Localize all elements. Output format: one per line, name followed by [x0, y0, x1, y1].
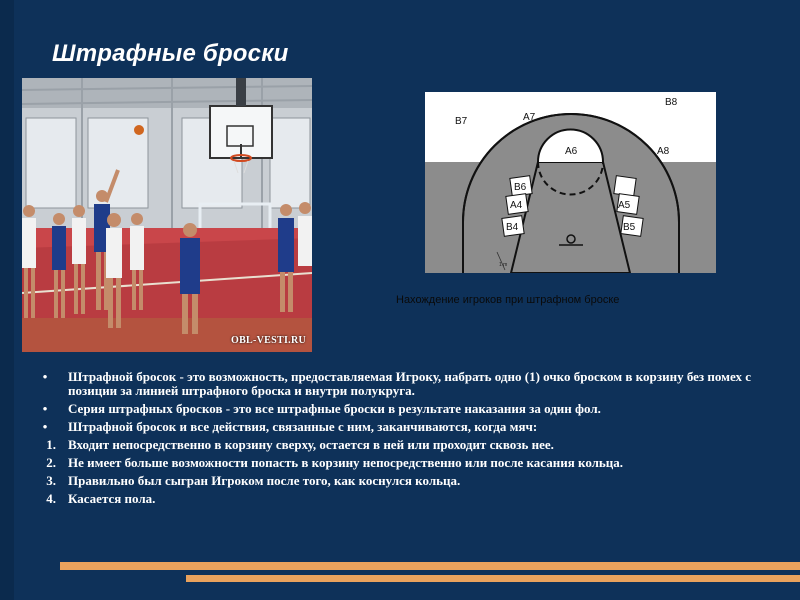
- bullet-marker: •: [42, 401, 48, 416]
- numbered-item-text: Касается пола.: [68, 491, 156, 506]
- label-b7: B7: [455, 116, 468, 127]
- label-b8: B8: [665, 97, 678, 108]
- rule-text: Штрафной бросок - это возможность, предоставляемая Игроку, набрать одно (1) очко броском в корзину без помех с позиции за линией штрафного броска и внутри полукруга.: [68, 369, 752, 398]
- free-throw-photo: [22, 78, 312, 352]
- diagram-caption: Нахождение игроков при штрафном броске: [396, 294, 620, 306]
- rule-bullet-definition: [28, 370, 772, 398]
- label-a7: A7: [523, 112, 536, 123]
- numbered-item: [28, 456, 772, 470]
- number-marker: 1.: [46, 437, 56, 452]
- numbered-item-text: Входит непосредственно в корзину сверху, остается в ней или проходит сквозь нее.: [68, 437, 554, 452]
- label-a5: A5: [618, 200, 631, 211]
- bullet-marker: •: [42, 419, 48, 434]
- left-accent-strip: [0, 0, 14, 600]
- rules-text: [28, 370, 772, 510]
- rule-text: Серия штрафных бросков - это все штрафные броски в результате наказания за один фол.: [68, 401, 601, 416]
- rule-bullet-ends: [28, 420, 772, 434]
- accent-bar-bottom: [186, 575, 800, 582]
- numbered-item: [28, 492, 772, 506]
- label-b5: B5: [623, 222, 636, 233]
- label-a6: A6: [565, 146, 578, 157]
- number-marker: 2.: [46, 455, 56, 470]
- free-throw-court-diagram: [425, 92, 716, 273]
- label-a8: A8: [657, 146, 670, 157]
- court-diagram-svg: [425, 92, 716, 273]
- numbered-item: [28, 474, 772, 488]
- rule-text: Штрафной бросок и все действия, связанные с ним, заканчиваются, когда мяч:: [68, 419, 538, 434]
- accent-bar-top: [60, 562, 800, 570]
- numbered-item: [28, 438, 772, 452]
- dimension-label: 1 m: [499, 262, 508, 268]
- gym-scene-illustration: [22, 78, 312, 352]
- label-b4: B4: [506, 222, 519, 233]
- label-b6: B6: [514, 182, 527, 193]
- number-marker: 4.: [46, 491, 56, 506]
- bullet-marker: •: [42, 369, 48, 384]
- numbered-item-text: Правильно был сыгран Игроком после того, как коснулся кольца.: [68, 473, 461, 488]
- label-a4: A4: [510, 200, 523, 211]
- number-marker: 3.: [46, 473, 56, 488]
- photo-watermark: OBL-VESTI.RU: [230, 335, 306, 346]
- numbered-item-text: Не имеет больше возможности попасть в корзину непосредственно или после касания кольца.: [68, 455, 624, 470]
- slide-title: Штрафные броски: [52, 40, 289, 67]
- rule-bullet-series: [28, 402, 772, 416]
